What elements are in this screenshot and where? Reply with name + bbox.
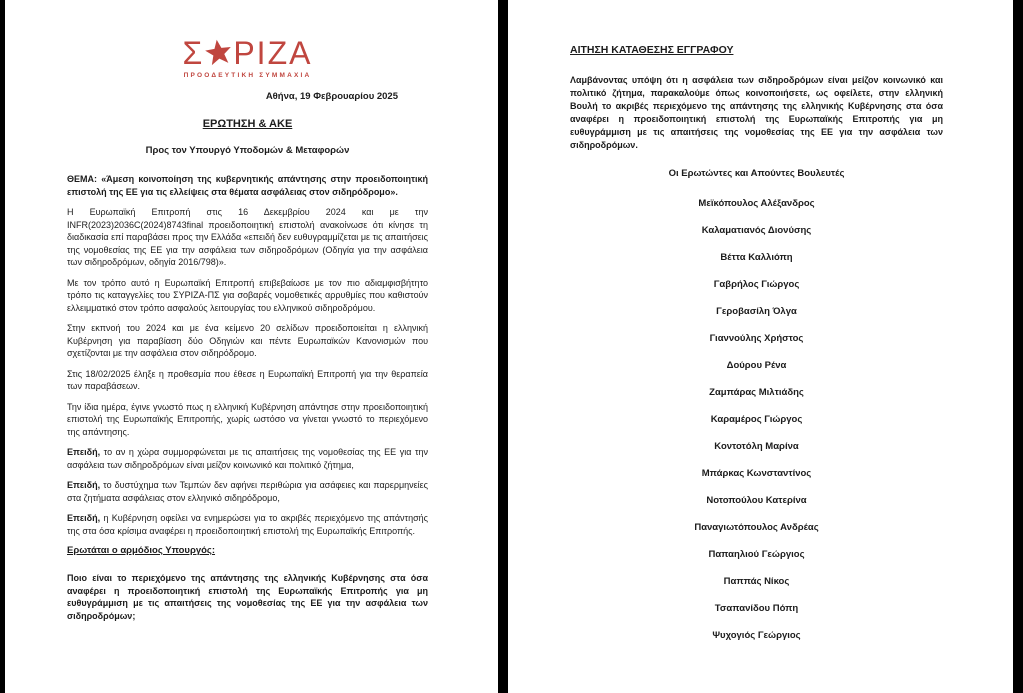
body-paragraph: Επειδή, το δυστύχημα των Τεμπών δεν αφήνει περιθώρια για ασάφειες και παρερμηνείες στα ζητήματα ασφάλειας στον ελληνικό σιδηρόδρομο, <box>67 480 428 503</box>
signatory-name: Γιαννούλης Χρήστος <box>709 333 804 344</box>
document-page-1 <box>5 0 498 693</box>
paragraph-lead: ΘΕΜΑ: <box>67 174 97 184</box>
document-page-2 <box>508 0 1013 693</box>
signatory-name: Γεροβασίλη Όλγα <box>716 306 797 317</box>
syriza-logo-wordmark <box>183 36 313 70</box>
signatory-name: Παππάς Νίκος <box>723 576 790 587</box>
signatories-title: Οι Ερωτώντες και Απούντες Βουλευτές <box>668 168 845 179</box>
signatory-name: Γαβρήλος Γιώργος <box>713 279 800 290</box>
document-title: ΕΡΩΤΗΣΗ & ΑΚΕ <box>202 118 293 130</box>
date-line: Αθήνα, 19 Φεβρουαρίου 2025 <box>265 91 398 102</box>
signatory-name: Ψυχογιός Γεώργιος <box>712 630 801 641</box>
question-text: Ποιο είναι το περιεχόμενο της απάντησης της ελληνικής Κυβέρνησης στα όσα αναφέρει η προειδοποιητική επιστολή της Ευρωπαϊκής Επιτροπής για μη ευθυγράμμιση με τις απαιτήσεις της νομοθεσίας της ΕΕ για την ασφάλεια των σιδηροδρόμων; <box>67 573 428 621</box>
body-paragraph: Με τον τρόπο αυτό η Ευρωπαϊκή Επιτροπή επιβεβαίωσε με τον πιο αδιαμφισβήτητο τρόπο τις καταγγελίες του ΣΥΡΙΖΑ-ΠΣ για σοβαρές νομοθετικές αρρυθμίες που καθιστούν ελλειμματικό στον τρόπο ασφαλούς λειτουργίας του ελληνικού σιδηροδρόμου. <box>67 277 428 313</box>
paragraph-lead: Επειδή, <box>67 480 101 490</box>
signatory-name: Κοντοτόλη Μαρίνα <box>714 441 799 452</box>
signatory-name: Βέττα Καλλιόπη <box>720 252 793 263</box>
body-paragraph: Επειδή, το αν η χώρα συμμορφώνεται με τις απαιτήσεις της νομοθεσίας της ΕΕ για την ασφάλεια των σιδηροδρόμων είναι μείζον κοινωνικό και πολιτικό ζήτημα, <box>67 447 428 470</box>
signatory-name: Τσαπανίδου Πόπη <box>714 603 799 614</box>
deposit-request-heading: ΑΙΤΗΣΗ ΚΑΤΑΘΕΣΗΣ ΕΓΓΡΑΦΟΥ <box>570 44 734 56</box>
addressee-line: Προς τον Υπουργό Υποδομών & Μεταφορών <box>145 145 350 156</box>
signatory-name: Νοτοπούλου Κατερίνα <box>706 495 807 506</box>
left-paragraphs <box>67 173 428 537</box>
signatory-name: Καραμέρος Γιώργος <box>710 414 803 425</box>
body-paragraph: Επειδή, η Κυβέρνηση οφείλει να ενημερώσει για το ακριβές περιεχόμενο της απάντησής της στα όσα κρίσιμα αναφέρει η προειδοποιητική επιστολή της Ευρωπαϊκής Επιτροπής. <box>67 513 428 536</box>
signatory-name: Μεϊκόπουλος Αλέξανδρος <box>698 198 815 209</box>
signatory-name: Μπάρκας Κωνσταντίνος <box>701 468 812 479</box>
logo-sigma: Σ <box>182 35 205 71</box>
body-paragraph: Την ίδια ημέρα, έγινε γνωστό πως η ελληνική Κυβέρνηση απάντησε στην προειδοποιητική επιστολή της Ευρωπαϊκής Επιτροπής, χωρίς ωστόσο να γίνεται γνωστό το περιεχόμενο της απάντησης. <box>67 401 428 437</box>
signatory-name: Παπαηλιού Γεώργιος <box>708 549 805 560</box>
signatory-name: Ζαμπάρας Μιλτιάδης <box>709 387 804 398</box>
deposit-request-paragraph: Λαμβάνοντας υπόψη ότι η ασφάλεια των σιδηροδρόμων είναι μείζον κοινωνικό και πολιτικό ζήτημα, παρακαλούμε όπως κοινοποιήσετε, ως οφείλετε, στην ελληνική Βουλή το ακριβές περιεχόμενο της απάντησης της ελληνικής Κυβέρνησης στα όσα αναφέρει η προειδοποιητική επιστολή της Ευρωπαϊκής Επιτροπής για μη ευθυγράμμιση με τις απαιτήσεις της νομοθεσίας της ΕΕ για την ασφάλεια των σιδηροδρόμων. <box>570 75 943 150</box>
signatory-name: Παναγιωτόπουλος Ανδρέας <box>694 522 819 533</box>
syriza-logo <box>67 36 428 79</box>
signatory-name: Δούρου Ρένα <box>726 360 787 371</box>
body-paragraph: Η Ευρωπαϊκή Επιτροπή στις 16 Δεκεμβρίου 2024 και με την INFR(2023)2036C(2024)8743final προειδοποιητική επιστολή ανακοίνωσε ότι κίνησε τη διαδικασία επί παραβάσει προς την Ελλάδα «επειδή δεν ευθυγραμμίζεται με τις απαιτήσεις της νομοθεσίας της ΕΕ για την ασφάλεια των σιδηροδρόμων (Οδηγία για την ασφάλεια των σιδηροδρόμων, οδηγία 2016/798)». <box>67 207 428 267</box>
logo-rest: ΡΙΖΑ <box>233 35 313 71</box>
paragraph-lead: Επειδή, <box>67 447 101 457</box>
question-intro: Ερωτάται ο αρμόδιος Υπουργός: <box>67 545 216 556</box>
page-1-content <box>5 0 498 693</box>
signatories-list <box>570 197 943 642</box>
page-2-content <box>508 0 1013 693</box>
body-paragraph: Στις 18/02/2025 έληξε η προθεσμία που έθεσε η Ευρωπαϊκή Επιτροπή για την θεραπεία των παραβάσεων. <box>67 368 428 391</box>
paragraph-lead: Επειδή, <box>67 513 101 523</box>
star-icon <box>204 37 234 67</box>
body-paragraph: ΘΕΜΑ: «Άμεση κοινοποίηση της κυβερνητικής απάντησης στην προειδοποιητική επιστολή της ΕΕ για τις ελλείψεις στα θέματα ασφάλειας στον σιδηρόδρομο». <box>67 174 428 197</box>
signatory-name: Καλαματιανός Διονύσης <box>701 225 812 236</box>
body-paragraph: Στην εκπνοή του 2024 και με ένα κείμενο 20 σελίδων προειδοποιείται η ελληνική Κυβέρνηση για παραβίαση δύο Οδηγιών και πέντε Ευρωπαϊκών Κανονισμών που σχετίζονται με την ασφάλεια στον σιδηρόδρομο. <box>67 323 428 358</box>
logo-subtitle: ΠΡΟΟΔΕΥΤΙΚΗ ΣΥΜΜΑΧΙΑ <box>183 72 312 79</box>
